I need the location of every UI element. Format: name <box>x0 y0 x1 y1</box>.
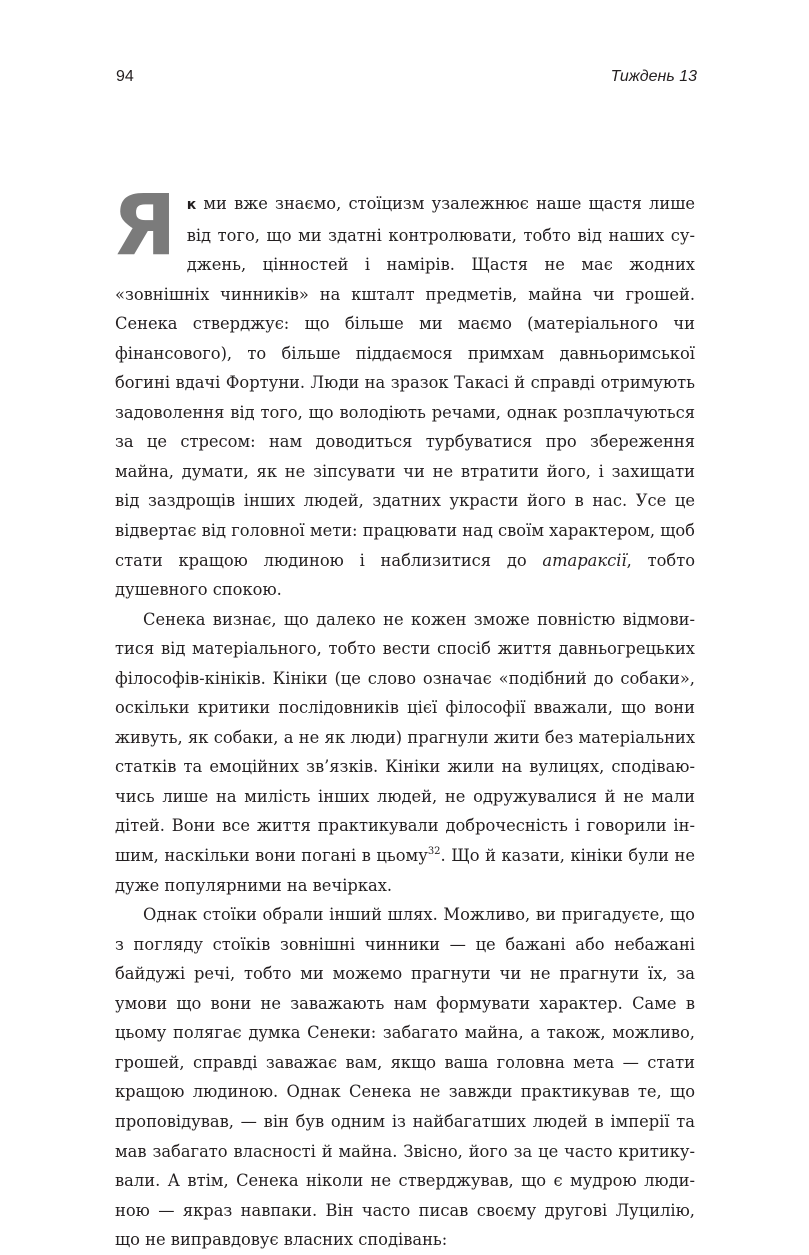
body-text <box>112 176 696 1255</box>
page-number: 94 <box>116 68 134 85</box>
paragraph-2-text-end: . Що й казати, кініки були не дуже популярними на вечірках. <box>115 846 696 895</box>
paragraph-1-text-end: , тобто душевного спокою. <box>115 550 696 600</box>
running-head: Тиждень 13 <box>610 68 697 85</box>
paragraph-1-text: ми вже знаємо, стоїцизм узалежнює наше щастя лише від того, що ми здатні контролювати, тобто від наших суджень, цінностей і намірів. Щастя не має жодних «зовнішніх чинників» на кшталт предметів, майна чи грошей. Сенека стверджує: що більше ми маємо (матеріального чи фінансового), то більше піддаємося примхам давньоримської богині вдачі Фортуни. Люди на зразок Такасі й справді отримують задоволення від того, що володіють речами, однак розплачуються за це стресом: нам доводиться турбуватися про збереження майна, думати, як не зіпсувати чи не втратити його, і захищати від заздрощів інших людей, здатних украсти його в нас. Усе це відвертає від головної мети: працювати над своїм характером, щоб стати кращою людиною і наблизитися до <box>115 194 695 570</box>
paragraph-3: Однак стоїки обрали інший шлях. Можливо, ви пригадуєте, що з погляду стоїків зовнішні чинники — це бажані або небажані байдужі речі, тобто ми можемо прагнути чи не прагнути їх, за умови що вони не заважають нам формувати характер. Саме в цьому полягає думка Сенеки: забагато майна, а також, можливо, грошей, справді заважає вам, якщо ваша головна мета — стати кращою людиною. Однак Сенека не завжди практикував те, що проповідував, — він був одним із найбагатших людей в імперії та мав забагато власності й майна. Звісно, його за це часто критикували. А втім, Сенека ніколи не стверджував, що є мудрою людиною — якраз навпаки. Він часто писав своєму другові Луцилію, що не виправдовує власних сподівань: <box>115 905 695 1250</box>
drop-cap: Я <box>112 176 177 274</box>
footnote-reference: 32 <box>427 846 441 858</box>
paragraph-1 <box>112 176 696 605</box>
emphasis-ataraxia: атараксії <box>542 550 627 570</box>
paragraph-2-text: Сенека визнає, що далеко не кожен зможе повністю відмовитися від матеріального, тобто вести спосіб життя давньогрецьких філософів-кініків. Кініки (це слово означає «подібний до собаки», оскільки критики послідовників цієї філософії вважали, що вони живуть, як собаки, а не як люди) прагнули жити без матеріальних статків та емоційних зв’язків. Кініки жили на вулицях, сподіваючись лише на милість інших людей, не одружувалися й не мали дітей. Вони все життя практикували доброчесність і говорили іншим, наскільки вони погані в цьому <box>115 609 695 866</box>
paragraph-2 <box>115 605 695 900</box>
lead-letter: к <box>186 197 197 213</box>
